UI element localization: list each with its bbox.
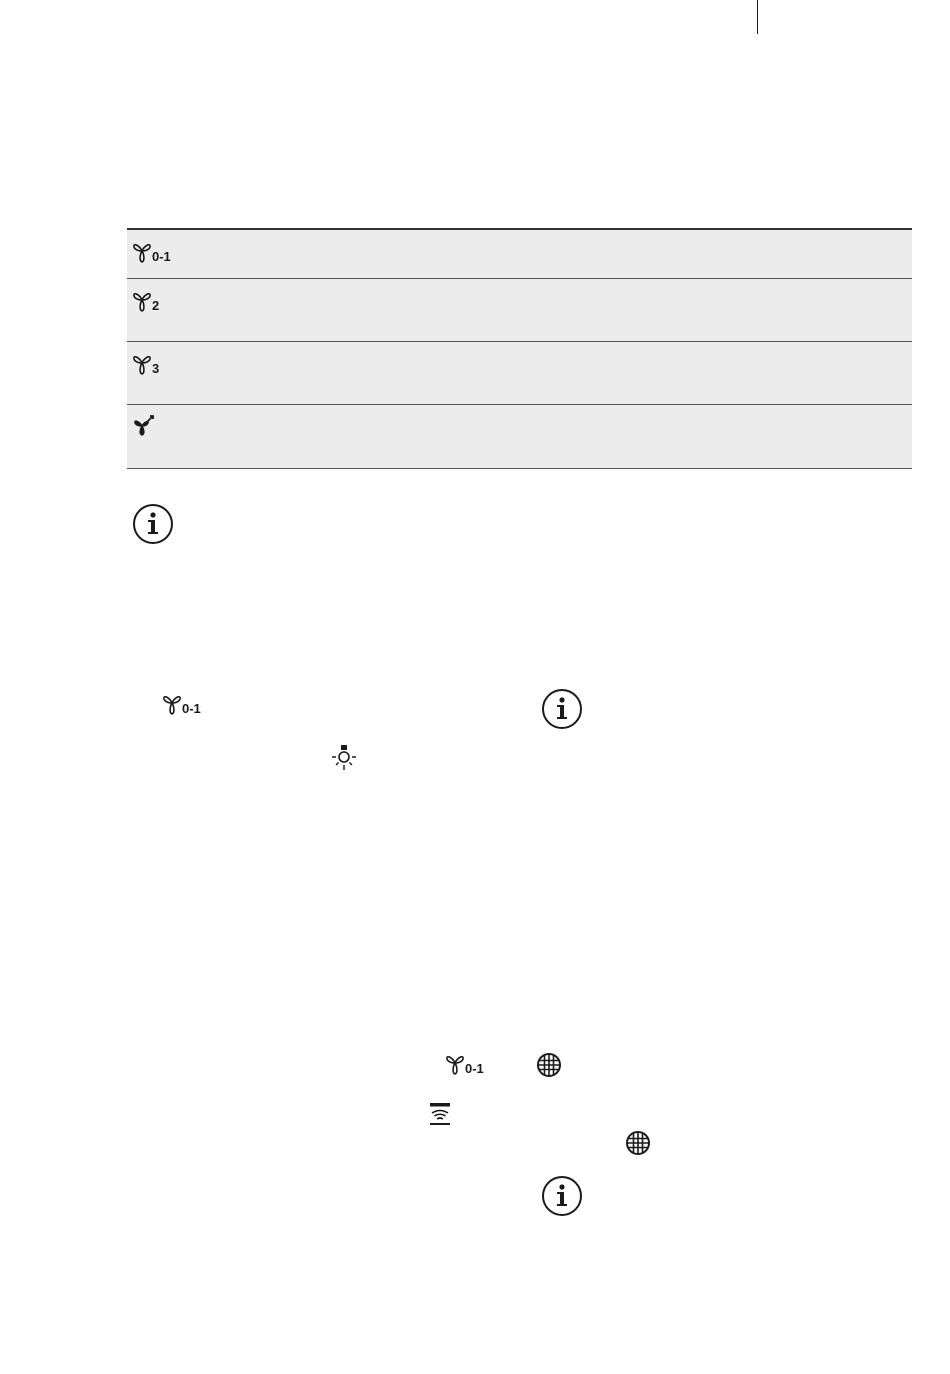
fan-speed-label: 0-1 [465, 1061, 484, 1076]
inline-fan-speed [161, 690, 201, 716]
fan-speed-0-1-cell [131, 238, 171, 264]
fan-boost-icon [131, 413, 157, 439]
fan-speed-2-cell [131, 287, 159, 313]
fan-speed-label: 2 [152, 298, 160, 313]
inline-fan-speed [444, 1050, 484, 1076]
table-row [127, 279, 912, 342]
fan-speed-label: 0-1 [152, 249, 171, 264]
fan-speed-table [127, 228, 912, 469]
fan-icon [131, 238, 153, 264]
charcoal-filter-icon [428, 1102, 452, 1133]
fan-icon [444, 1050, 466, 1076]
table-row [127, 230, 912, 279]
info-icon [541, 688, 583, 730]
header-rule [757, 0, 758, 34]
fan-speed-label: 3 [152, 361, 160, 376]
fan-icon [131, 287, 153, 313]
fan-icon [161, 690, 183, 716]
fan-icon [131, 350, 153, 376]
grease-filter-icon [536, 1052, 562, 1083]
fan-speed-3-cell [131, 350, 159, 376]
grease-filter-icon [625, 1130, 651, 1161]
fan-speed-label: 0-1 [182, 701, 201, 716]
light-icon [331, 744, 357, 777]
table-row [127, 342, 912, 405]
fan-boost-cell [131, 413, 157, 439]
info-icon [541, 1175, 583, 1217]
table-row [127, 405, 912, 469]
info-icon [132, 503, 174, 545]
